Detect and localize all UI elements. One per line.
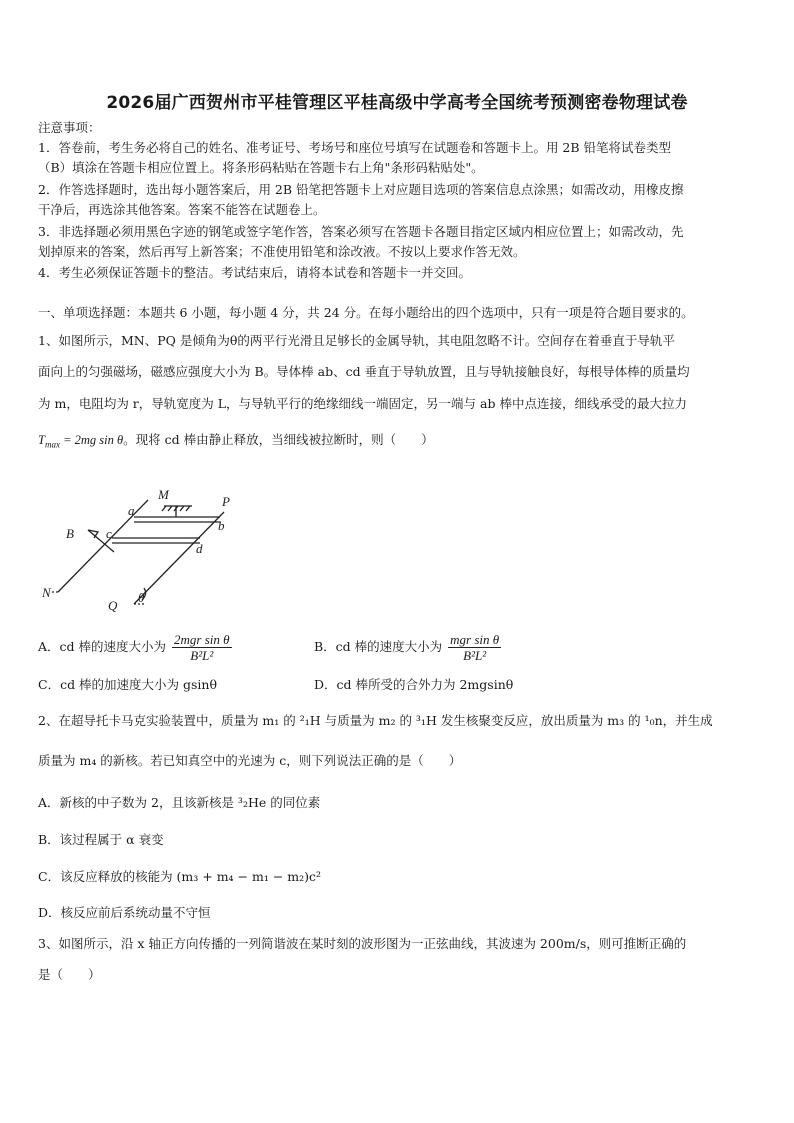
label-b-field: B (66, 526, 74, 541)
rail-pq (134, 512, 224, 604)
tmax-equation: = 2mg sin θ (59, 433, 124, 447)
label-n: N (42, 585, 51, 600)
q1-option-d[interactable]: D．cd 棒所受的合外力为 2mgsinθ (314, 677, 514, 692)
q2-option-c[interactable]: C．该反应释放的核能为 (m₃ + m₄ − m₁ − m₂)c² (38, 869, 322, 884)
q2-option-d[interactable]: D．核反应前后系统动量不守恒 (38, 905, 211, 920)
notice-line-7: 4．考生必须保证答题卡的整洁。考试结束后，请将本试卷和答题卡一并交回。 (38, 265, 471, 280)
label-d: d (196, 541, 203, 556)
q2-option-b[interactable]: B．该过程属于 α 衰变 (38, 832, 164, 847)
tmax-subscript: max (44, 439, 60, 450)
q1-line-4 (38, 431, 758, 454)
q2-option-a[interactable]: A．新核的中子数为 2，且该新核是 ³₂He 的同位素 (38, 795, 321, 810)
q1-option-b-prefix: B．cd 棒的速度大小为 (314, 639, 443, 654)
label-m: M (158, 487, 169, 502)
q1-option-b-fraction (448, 632, 501, 663)
q1-option-b-denominator: B²L² (463, 648, 487, 663)
label-c: c (106, 526, 112, 541)
label-b: b (218, 518, 225, 533)
notice-heading: 注意事项： (38, 120, 101, 135)
rail-mn (58, 500, 148, 592)
q1-line-3: 为 m，电阻均为 r，导轨宽度为 L，与导轨平行的绝缘细线一端固定，另一端与 ab 棒中点连接，细线承受的最大拉力 (38, 396, 687, 411)
q3-line-2: 是（ ） (38, 967, 101, 982)
q1-line-2: 面向上的匀强磁场，磁感应强度大小为 B。导体棒 ab、cd 垂直于导轨放置，且与导轨接触良好，每根导体棒的质量均 (38, 364, 690, 379)
label-p: P (222, 494, 230, 509)
q1-option-a[interactable] (38, 632, 232, 663)
label-a: a (128, 503, 135, 518)
q1-line-1: 1、如图所示，MN、PQ 是倾角为θ的两平行光滑且足够长的金属导轨，其电阻忽略不计。空间存在着垂直于导轨平 (38, 333, 675, 348)
section-heading: 一、单项选择题：本题共 6 小题，每小题 4 分，共 24 分。在每小题给出的四个选项中，只有一项是符合题目要求的。 (38, 305, 694, 320)
notice-line-6: 划掉原来的答案，然后再写上新答案；不准使用铅笔和涂改液。不按以上要求作答无效。 (38, 244, 526, 259)
notice-line-1: 1．答卷前，考生务必将自己的姓名、准考证号、考场号和座位号填写在试题卷和答题卡上。用 2B 铅笔将试卷类型 (38, 140, 672, 155)
q2-line-1: 2、在超导托卡马克实验装置中，质量为 m₁ 的 ²₁H 与质量为 m₂ 的 ³₁H 发生核聚变反应，放出质量为 m₃ 的 ¹₀n，并生成 (38, 713, 713, 728)
tmax-symbol: T (38, 433, 45, 447)
notice-line-4: 干净后，再选涂其他答案。答案不能答在试题卷上。 (38, 202, 326, 217)
q1-rail-figure (36, 482, 246, 622)
notice-line-3: 2．作答选择题时，选出每小题答案后，用 2B 铅笔把答题卡上对应题目选项的答案信息点涂黑；如需改动，用橡皮擦 (38, 182, 684, 197)
q1-option-a-numerator: 2mgr sin θ (174, 632, 230, 647)
q1-line-4-text: 。现将 cd 棒由静止释放，当细线被拉断时，则（ ） (123, 432, 434, 447)
label-theta: θ (138, 590, 145, 605)
q1-option-a-fraction (172, 632, 232, 663)
q1-option-a-prefix: A．cd 棒的速度大小为 (38, 639, 167, 654)
q1-option-c[interactable]: C．cd 棒的加速度大小为 gsinθ (38, 677, 218, 692)
q1-option-b-numerator: mgr sin θ (450, 632, 500, 647)
q1-option-b[interactable] (314, 632, 501, 663)
q2-line-2: 质量为 m₄ 的新核。若已知真空中的光速为 c，则下列说法正确的是（ ） (38, 753, 462, 768)
notice-line-5: 3．非选择题必须用黑色字迹的钢笔或签字笔作答，答案必须写在答题卡各题目指定区域内相应位置上；如需改动，先 (38, 224, 684, 239)
notice-line-2: （B）填涂在答题卡相应位置上。将条形码粘贴在答题卡右上角"条形码粘贴处"。 (38, 160, 484, 175)
label-q: Q (108, 598, 118, 613)
q1-option-a-denominator: B²L² (190, 648, 214, 663)
q3-line-1: 3、如图所示，沿 x 轴正方向传播的一列简谐波在某时刻的波形图为一正弦曲线，其波速为 200m/s，则可推断正确的 (38, 936, 687, 951)
page-title: 2026届广西贺州市平桂管理区平桂高级中学高考全国统考预测密卷物理试卷 (106, 93, 688, 113)
